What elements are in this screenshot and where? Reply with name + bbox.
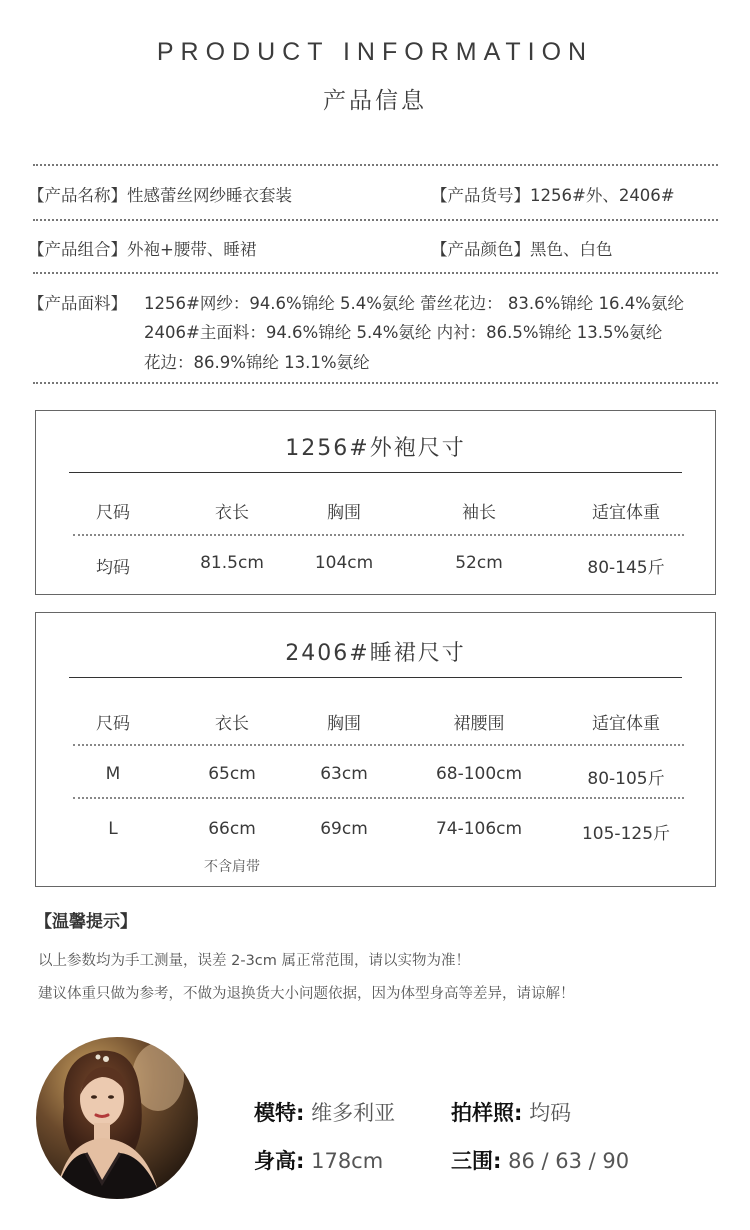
model-sample-size (451, 1097, 571, 1127)
value: 1256#外、2406# (530, 186, 675, 205)
value: 外袍+腰带、睡裙 (127, 240, 257, 259)
table-header: 适宜体重 (592, 714, 660, 734)
row-divider (73, 744, 684, 746)
info-product-combo (28, 236, 256, 260)
label: 模特: (254, 1101, 305, 1125)
table-cell: 均码 (96, 558, 130, 578)
info-product-sku (431, 182, 675, 206)
model-measurements (451, 1145, 629, 1175)
table-cell: 80-145斤 (587, 558, 665, 578)
label: 【产品货号】 (431, 186, 530, 205)
row-divider (73, 534, 684, 536)
title-chinese: 产品信息 (323, 88, 427, 114)
table-title: 2406#睡裙尺寸 (285, 641, 466, 666)
info-product-name (28, 182, 292, 206)
table-cell: 69cm (320, 819, 368, 839)
value: 维多利亚 (311, 1101, 396, 1125)
table-cell: M (105, 764, 121, 784)
table-cell: 105-125斤 (581, 824, 671, 844)
model-photo (36, 1037, 198, 1199)
table-rule (69, 472, 682, 473)
model-height (254, 1145, 383, 1175)
table-cell: L (108, 819, 118, 839)
table-header: 袖长 (462, 503, 496, 523)
label: 【产品组合】 (28, 240, 127, 259)
fabric-line: 花边：86.9%锦纶 13.1%氨纶 (144, 353, 370, 372)
info-product-color (431, 236, 613, 260)
table-cell: 65cm (208, 764, 256, 784)
value: 178cm (311, 1149, 384, 1173)
table-header: 适宜体重 (592, 503, 660, 523)
table-rule (69, 677, 682, 678)
size-table-dress (35, 612, 716, 887)
label: 【产品名称】 (28, 186, 127, 205)
label: 身高: (254, 1149, 305, 1173)
table-header: 裙腰围 (453, 714, 505, 734)
label: 拍样照: (451, 1101, 523, 1125)
table-header: 胸围 (327, 714, 361, 734)
table-cell: 68-100cm (435, 764, 523, 784)
table-header: 衣长 (215, 714, 249, 734)
table-cell: 63cm (320, 764, 368, 784)
divider (33, 382, 718, 384)
tips-line: 以上参数均为手工测量，误差 2-3cm 属正常范围，请以实物为准！ (38, 953, 470, 969)
table-cell: 74-106cm (435, 819, 523, 839)
divider (33, 272, 718, 274)
table-cell: 66cm (208, 819, 256, 839)
fabric-line: 1256#网纱：94.6%锦纶 5.4%氨纶 蕾丝花边： 83.6%锦纶 16.4%氨纶 (144, 294, 684, 313)
row-divider (73, 797, 684, 799)
model-portrait-image (36, 1037, 198, 1199)
size-table-robe (35, 410, 716, 595)
label: 【产品颜色】 (431, 240, 530, 259)
model-name (254, 1097, 395, 1127)
title-english: PRODUCT INFORMATION (156, 38, 594, 66)
fabric-line: 2406#主面料：94.6%锦纶 5.4%氨纶 内衬：86.5%锦纶 13.5%氨纶 (144, 323, 663, 342)
label: 三围: (451, 1149, 502, 1173)
table-cell: 52cm (455, 553, 503, 573)
table-note: 不含肩带 (204, 859, 260, 875)
info-fabric-label: 【产品面料】 (28, 294, 127, 313)
value: 性感蕾丝网纱睡衣套装 (127, 186, 292, 205)
divider (33, 219, 718, 221)
table-cell: 104cm (314, 553, 374, 573)
value: 86 / 63 / 90 (508, 1149, 630, 1173)
divider (33, 164, 718, 166)
table-cell: 81.5cm (200, 553, 264, 573)
tips-title: 【温馨提示】 (35, 912, 137, 932)
table-header: 尺码 (96, 714, 130, 734)
table-title: 1256#外袍尺寸 (285, 436, 466, 461)
table-header: 尺码 (96, 503, 130, 523)
value: 黑色、白色 (530, 240, 613, 259)
table-header: 胸围 (327, 503, 361, 523)
tips-line: 建议体重只做为参考，不做为退换货大小问题依据，因为体型身高等差异，请谅解！ (38, 986, 575, 1002)
table-cell: 80-105斤 (587, 769, 665, 789)
value: 均码 (529, 1101, 572, 1125)
table-header: 衣长 (215, 503, 249, 523)
